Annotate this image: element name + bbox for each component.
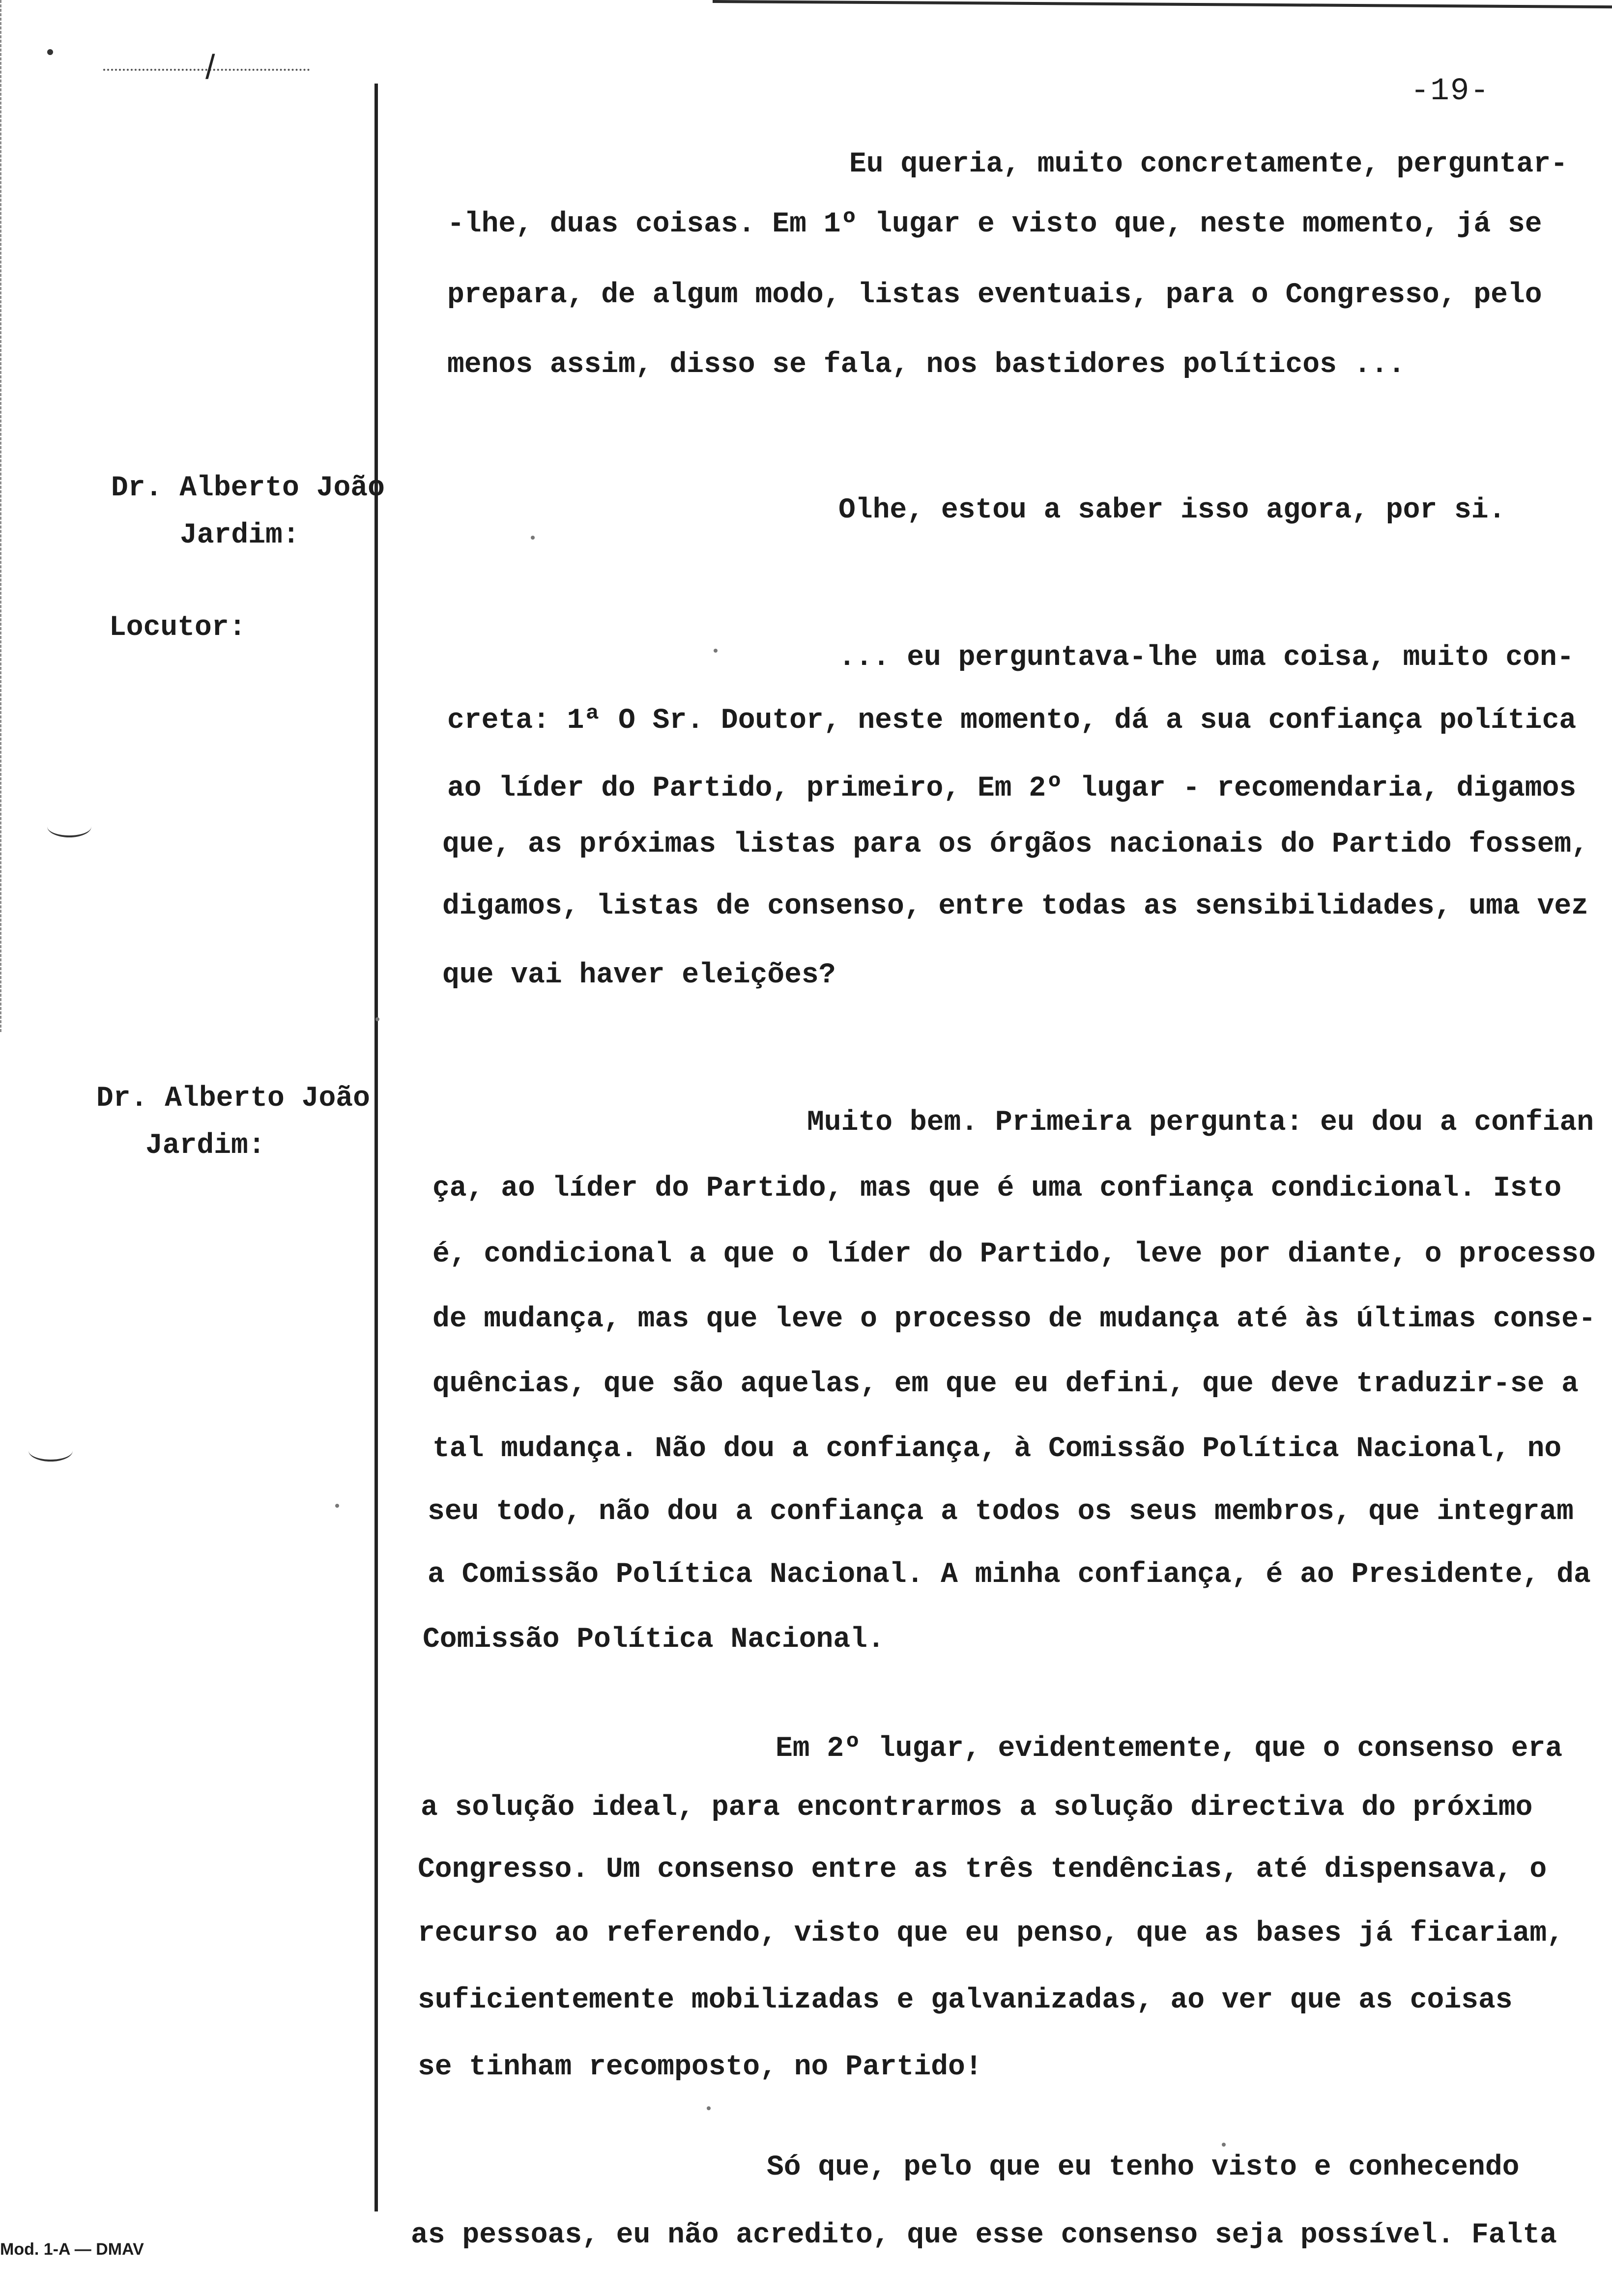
text-line: Em 2º lugar, evidentemente, que o consenso era [776,1733,1563,1765]
speaker-label-locutor [109,604,246,652]
text-line: Eu queria, muito concretamente, perguntar- [849,148,1568,180]
margin-arc-mark [29,1440,73,1462]
text-line: a Comissão Política Nacional. A minha confiança, é ao Presidente, da [428,1559,1591,1591]
margin-bullet [47,49,53,55]
speaker-surname: Jardim: [180,519,300,551]
text-line: digamos, listas de consenso, entre todas as sensibilidades, uma vez [442,890,1588,922]
page-number: -19- [1410,74,1490,109]
text-line: de mudança, mas que leve o processo de mudança até às últimas conse- [432,1303,1596,1335]
text-line: tal mudança. Não dou a confiança, à Comissão Política Nacional, no [432,1433,1562,1465]
text-line: suficientemente mobilizadas e galvanizadas, ao ver que as coisas [418,1984,1513,2016]
speaker-label-first [111,465,385,559]
text-line: prepara, de algum modo, listas eventuais, para o Congresso, pelo [447,279,1542,311]
form-code: Mod. 1-A — DMAV [0,2240,144,2259]
text-line: Congresso. Um consenso entre as três tendências, até dispensava, o [418,1854,1547,1886]
text-line: ça, ao líder do Partido, mas que é uma confiança condicional. Isto [432,1173,1562,1205]
text-line: é, condicional a que o líder do Partido, leve por diante, o processo [432,1238,1596,1270]
speaker-name: Locutor: [109,612,246,644]
text-line: que vai haver eleições? [442,959,836,991]
text-line: recurso ao referendo, visto que eu penso, que as bases já ficariam, [418,1918,1564,1950]
text-line: Só que, pelo que eu tenho visto e conhecendo [767,2152,1520,2183]
text-line: ao líder do Partido, primeiro, Em 2º lugar - recomendaria, digamos [447,773,1577,804]
text-line: creta: 1ª O Sr. Doutor, neste momento, dá a sua confiança política [447,705,1577,737]
margin-arc-mark [47,816,91,837]
text-line: as pessoas, eu não acredito, que esse consenso seja possível. Falta [411,2219,1557,2251]
scan-speck [531,536,535,540]
scan-speck [375,1017,379,1021]
text-line: menos assim, disso se fala, nos bastidores políticos ... [447,349,1406,381]
column-divider [374,84,378,2211]
speaker-label-second [96,1075,370,1170]
reference-slash: / [205,48,215,86]
text-line: quências, que são aquelas, em que eu defini, que deve traduzir-se a [432,1368,1579,1400]
text-line: Comissão Política Nacional. [423,1624,885,1656]
speaker-name: Dr. Alberto João [111,472,385,504]
text-line: -lhe, duas coisas. Em 1º lugar e visto que, neste momento, já se [447,208,1542,240]
scan-speck [1222,2143,1226,2147]
text-line: que, as próximas listas para os órgãos nacionais do Partido fossem, [442,829,1588,861]
text-line: Muito bem. Primeira pergunta: eu dou a confian [807,1107,1594,1139]
text-line: ... eu perguntava-lhe uma coisa, muito con- [838,642,1574,674]
speaker-name: Dr. Alberto João [96,1083,370,1115]
text-line: seu todo, não dou a confiança a todos os seus membros, que integram [428,1496,1574,1528]
top-rule [713,0,1612,8]
text-line: Olhe, estou a saber isso agora, por si. [838,494,1506,526]
scan-speck [714,649,718,653]
scan-speck [335,1504,339,1508]
scan-speck [707,2106,711,2110]
text-line: a solução ideal, para encontrarmos a solução directiva do próximo [421,1792,1533,1824]
speaker-surname: Jardim: [145,1130,265,1162]
text-line: se tinham recomposto, no Partido! [418,2051,982,2083]
left-margin-line [0,0,3,1032]
